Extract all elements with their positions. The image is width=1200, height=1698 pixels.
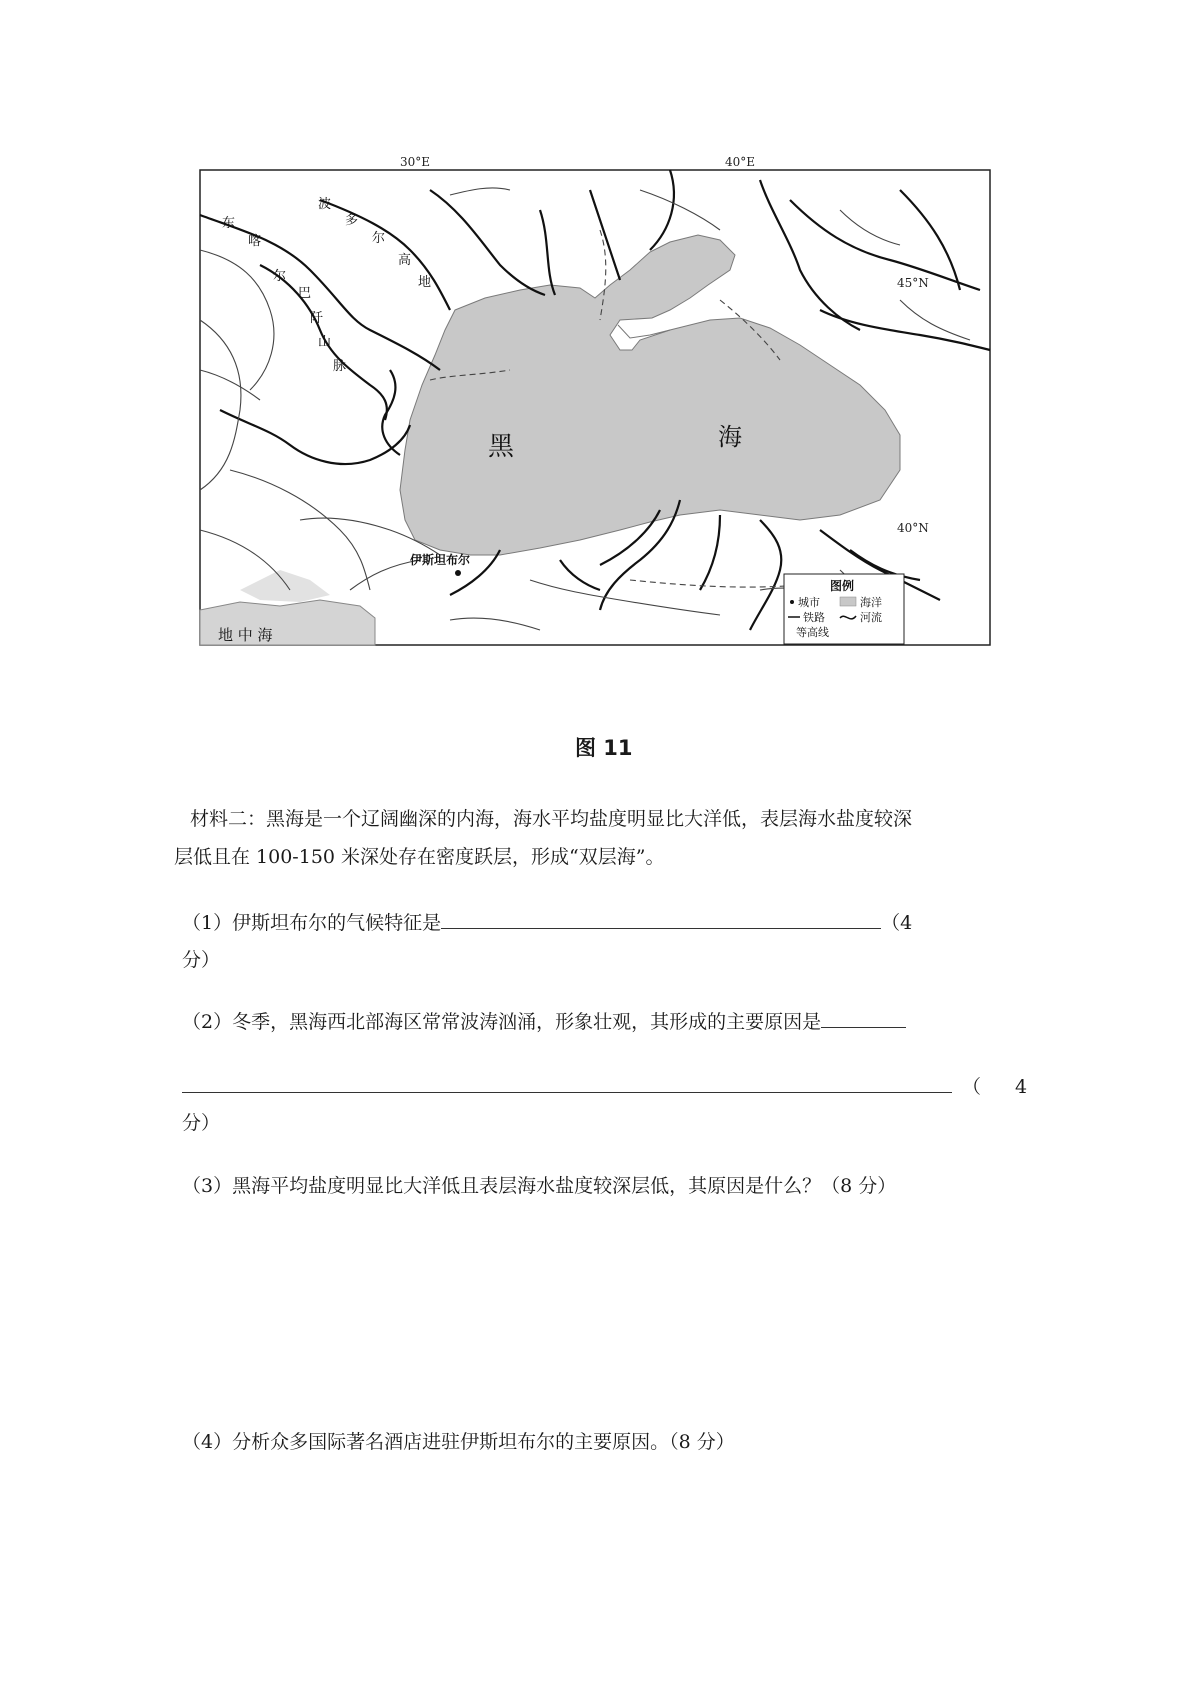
region-label: 阡	[310, 311, 324, 326]
lat-label-40: 40°N	[897, 521, 929, 535]
legend-river: 河流	[860, 611, 882, 624]
q1-score-tail: 分）	[182, 949, 221, 971]
region-label: 脉	[333, 359, 347, 374]
q2-score-num: 4	[1015, 1076, 1028, 1098]
istanbul-label: 伊斯坦布尔	[410, 553, 471, 567]
q2-text: （2）冬季，黑海西北部海区常常波涛汹涌，形象壮观，其形成的主要原因是	[182, 1011, 822, 1033]
legend-railway: 铁路	[803, 611, 825, 624]
region-label: 巴	[298, 286, 312, 301]
lon-label-40: 40°E	[725, 155, 756, 169]
region-label: 东	[222, 216, 236, 231]
q2-line-2	[182, 1072, 1042, 1102]
q2-score-open: （	[962, 1076, 982, 1098]
lat-label-45: 45°N	[897, 276, 929, 290]
legend-city-dot	[790, 600, 794, 604]
sea-label-hai: 海	[718, 423, 742, 451]
material-paragraph	[174, 800, 1022, 876]
region-label: 喀	[248, 234, 262, 249]
legend-title: 图例	[830, 579, 855, 593]
material-line-1: 材料二：黑海是一个辽阔幽深的内海，海水平均盐度明显比大洋低，表层海水盐度较深	[190, 808, 913, 830]
question-4: （4）分析众多国际著名酒店进驻伊斯坦布尔的主要原因。（8 分）	[182, 1431, 735, 1453]
question-3: （3）黑海平均盐度明显比大洋低且表层海水盐度较深层低，其原因是什么？（8 分）	[182, 1175, 897, 1197]
region-label: 多	[345, 213, 359, 228]
q1-score: （4	[881, 912, 913, 934]
legend-ocean-swatch	[840, 597, 856, 606]
region-label: 尔	[273, 269, 287, 284]
q2-answer-blank-2[interactable]	[182, 1072, 952, 1093]
map-legend	[784, 574, 904, 644]
sea-label-hei: 黑	[488, 432, 515, 462]
region-label: 高	[398, 253, 412, 268]
legend-ocean: 海洋	[860, 596, 882, 609]
q1-answer-blank[interactable]	[441, 908, 881, 929]
question-2	[182, 1007, 1042, 1037]
region-label: 山	[318, 335, 332, 350]
q2-answer-blank-1[interactable]	[821, 1007, 906, 1028]
figure-caption: 图 11	[575, 736, 633, 760]
mediterranean-label: 地 中 海	[218, 626, 273, 644]
material-line-2: 层低且在 100-150 米深处存在密度跃层，形成“双层海”。	[174, 846, 665, 868]
region-label: 尔	[372, 231, 386, 246]
lon-label-30: 30°E	[400, 155, 431, 169]
istanbul-marker	[455, 570, 461, 576]
legend-city: 城市	[798, 596, 820, 609]
legend-contour: 等高线	[796, 626, 829, 639]
region-label: 波	[318, 197, 332, 212]
black-sea-map	[200, 155, 990, 710]
q1-text: （1）伊斯坦布尔的气候特征是	[182, 912, 442, 934]
region-label: 地	[418, 275, 432, 290]
question-1	[182, 908, 1042, 938]
q2-score-tail: 分）	[182, 1112, 221, 1134]
